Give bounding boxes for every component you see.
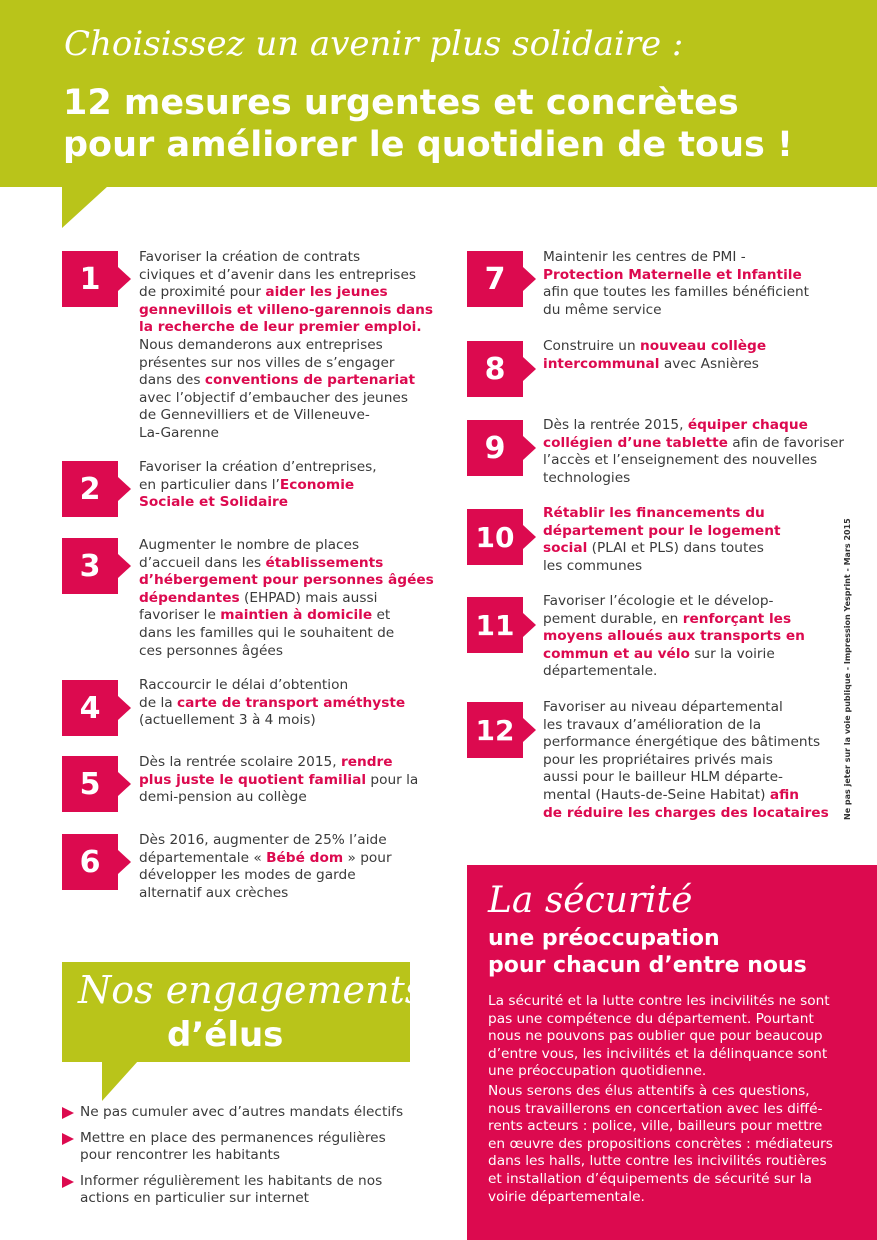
highlight-text: carte de transport améthyste <box>177 694 406 711</box>
highlight-text: Bébé dom <box>266 849 344 866</box>
measure-text-11: Favoriser l’écologie et le dévelop- pement durable, en renforçant les moyens alloués aux transports en commun et au vélo sur la voirie départementale. <box>543 593 805 680</box>
measure-number-12: 12 <box>467 702 523 758</box>
securite-paragraph-1: La sécurité et la lutte contre les incivilités ne sont pas une compétence du département. Pourtant nous ne pouvons pas oublier que pour beaucoup d’entre vous, les incivilités et la délinquance sont une préoccupation quotidienne. <box>488 993 830 1080</box>
engagements-script-title: Nos engagements <box>78 968 425 1012</box>
highlight-text: gennevillois et villeno-garennois dans <box>139 301 434 318</box>
measure-text-3: Augmenter le nombre de places d’accueil dans les établissements d’hébergement pour personnes âgées dépendantes (EHPAD) mais aussi favoriser le maintien à domicile et dans les familles qui le souhaitent de ces personnes âgées <box>139 537 434 659</box>
highlight-text: plus juste le quotient familial <box>139 771 367 788</box>
engagements-list <box>62 1104 422 1216</box>
securite-title-line2: pour chacun d’entre nous <box>488 953 807 978</box>
highlight-text: moyens alloués aux transports en <box>543 628 805 645</box>
measure-text-12: Favoriser au niveau départemental les travaux d’amélioration de la performance énergétique des bâtiments pour les propriétaires privés mais aussi pour le bailleur HLM départe- mental (Hauts-de-Seine Habitat) afin de réduire les charges des locataires <box>543 699 829 821</box>
engagements-banner-tail <box>102 1061 138 1101</box>
highlight-text: établissements <box>265 554 384 571</box>
securite-title-line1: une préoccupation <box>488 926 720 951</box>
highlight-text: de réduire les charges des locataires <box>543 804 829 821</box>
measure-text-5: Dès la rentrée scolaire 2015, rendre plus juste le quotient familial pour la demi-pension au collège <box>139 754 419 806</box>
highlight-text: renforçant les <box>682 610 792 627</box>
highlight-text: conventions de partenariat <box>204 372 415 389</box>
highlight-text: commun et au vélo <box>543 645 690 662</box>
measure-number-4: 4 <box>62 680 118 736</box>
measure-text-10: Rétablir les financements du département pour le logement social (PLAI et PLS) dans toutes les communes <box>543 505 781 574</box>
triangle-bullet-icon <box>62 1176 74 1188</box>
measure-text-1: Favoriser la création de contrats civiques et d’avenir dans les entreprises de proximité pour aider les jeunes gennevillois et villeno-garennois dans la recherche de leur premier emploi. Nous demanderons aux entreprises présentes sur nos villes de s’engager dans des conventions de partenariat avec l’objectif d’embaucher des jeunes de Gennevilliers et de Villeneuve- La-Garenne <box>139 249 434 441</box>
header-script-title: Choisissez un avenir plus solidaire : <box>64 24 684 64</box>
highlight-text: social <box>543 540 588 557</box>
securite-script-title: La sécurité <box>488 880 693 921</box>
measure-number-8: 8 <box>467 341 523 397</box>
measure-number-6: 6 <box>62 834 118 890</box>
securite-paragraph-2: Nous serons des élus attentifs à ces questions, nous travaillerons en concertation avec les diffé- rents acteurs : police, ville, bailleurs pour mettre en œuvre des propositions concrètes : médiateurs dans les halls, lutte contre les incivilités routières et installation d’équipements de sécurité sur la voirie départementale. <box>488 1083 833 1205</box>
header-title-line2: pour améliorer le quotidien de tous ! <box>63 125 793 165</box>
measure-number-9: 9 <box>467 420 523 476</box>
header-title-line1: 12 mesures urgentes et concrètes <box>63 83 739 123</box>
measure-text-6: Dès 2016, augmenter de 25% l’aide départementale « Bébé dom » pour développer les modes de garde alternatif aux crèches <box>139 832 392 901</box>
highlight-text: équiper chaque <box>687 417 808 433</box>
side-note: Ne pas jeter sur la voie publique - Impression Yesprint - Mars 2015 <box>843 518 852 820</box>
measure-number-11: 11 <box>467 597 523 653</box>
highlight-text: la recherche de leur premier emploi. <box>139 319 422 336</box>
highlight-text: Economie <box>279 476 355 493</box>
highlight-text: aider les jeunes <box>265 284 388 301</box>
measure-number-1: 1 <box>62 251 118 307</box>
triangle-bullet-icon <box>62 1107 74 1119</box>
header-title <box>63 82 863 166</box>
highlight-text: maintien à domicile <box>220 607 373 624</box>
engagement-item: Mettre en place des permanences régulières pour rencontrer les habitants <box>62 1130 422 1165</box>
measure-number-3: 3 <box>62 538 118 594</box>
highlight-text: dépendantes <box>139 589 240 606</box>
highlight-text: Protection Maternelle et Infantile <box>543 266 802 283</box>
engagement-item: Informer régulièrement les habitants de nos actions en particulier sur internet <box>62 1173 422 1208</box>
header-banner-tail <box>62 186 108 228</box>
highlight-text: afin <box>769 786 800 803</box>
highlight-text: département pour le logement <box>543 522 781 539</box>
highlight-text: collégien d’une tablette <box>543 434 728 451</box>
measure-text-4: Raccourcir le délai d’obtention de la carte de transport améthyste (actuellement 3 à 4 mois) <box>139 677 406 729</box>
measure-text-7: Maintenir les centres de PMI - Protection Maternelle et Infantile afin que toutes les familles bénéficient du même service <box>543 249 810 318</box>
securite-title <box>488 925 807 979</box>
highlight-text: d’hébergement pour personnes âgées <box>139 572 434 589</box>
measure-number-5: 5 <box>62 756 118 812</box>
highlight-text: Rétablir les financements du <box>543 505 765 521</box>
measure-text-9: Dès la rentrée 2015, équiper chaque collégien d’une tablette afin de favoriser l’accès et l’enseignement des nouvelles technologies <box>543 417 845 486</box>
triangle-bullet-icon <box>62 1133 74 1145</box>
measure-number-2: 2 <box>62 461 118 517</box>
measure-number-7: 7 <box>467 251 523 307</box>
highlight-text: nouveau collège <box>640 338 767 354</box>
highlight-text: intercommunal <box>543 355 660 372</box>
engagements-title: d’élus <box>167 1015 284 1055</box>
engagement-item: Ne pas cumuler avec d’autres mandats électifs <box>62 1104 422 1122</box>
measure-text-8: Construire un nouveau collège intercommunal avec Asnières <box>543 338 767 372</box>
measure-number-10: 10 <box>467 509 523 565</box>
highlight-text: rendre <box>340 754 393 770</box>
measure-text-2: Favoriser la création d’entreprises, en particulier dans l’Economie Sociale et Solidaire <box>139 459 377 511</box>
highlight-text: Sociale et Solidaire <box>139 494 289 511</box>
